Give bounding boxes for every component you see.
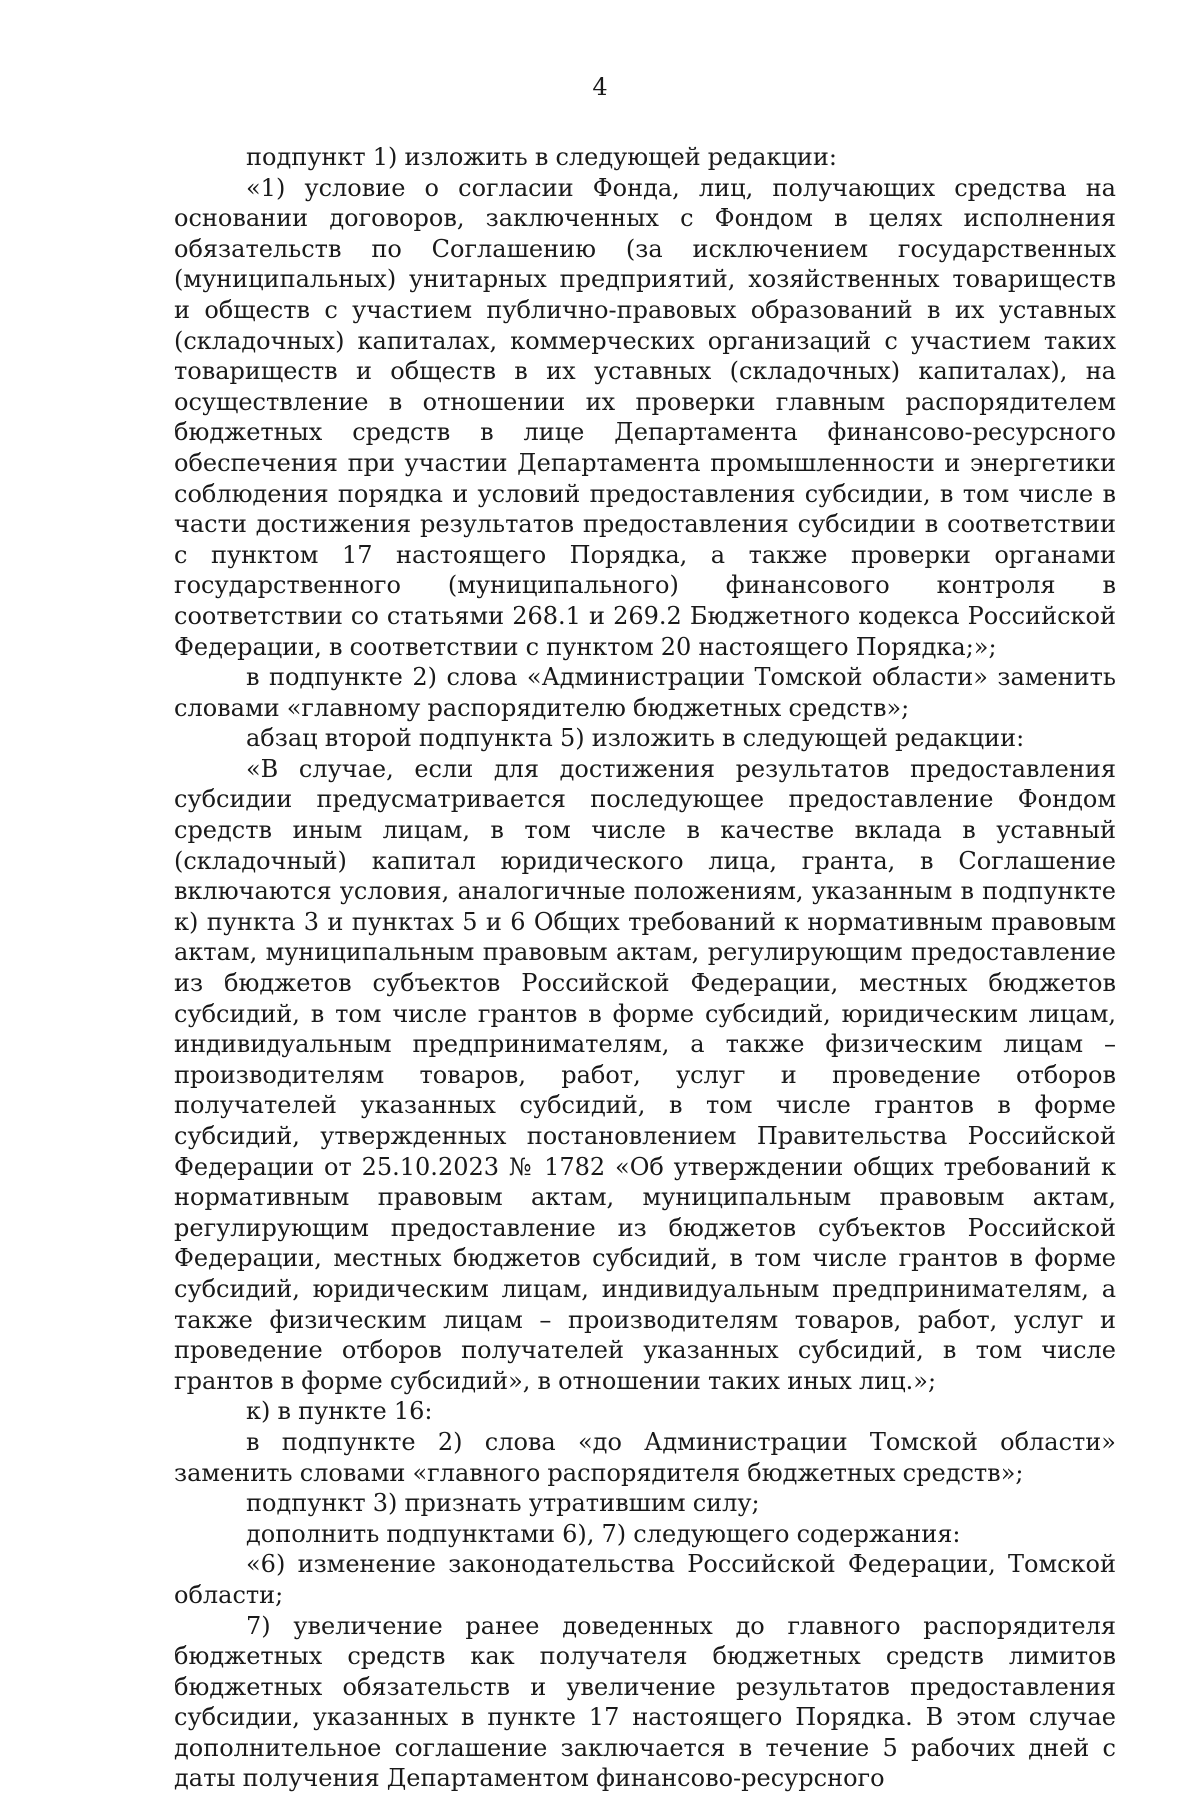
paragraph-item-16-subitem-3: подпункт 3) признать утратившим силу; (174, 1488, 1116, 1519)
paragraph-item-16-subitem-2: в подпункте 2) слова «до Администрации Томской области» заменить словами «главного распорядителя бюджетных средств»; (174, 1427, 1116, 1488)
paragraph-subitem-2: в подпункте 2) слова «Администрации Томской области» заменить словами «главному распорядителю бюджетных средств»; (174, 662, 1116, 723)
paragraph-subitem-5-intro: абзац второй подпункта 5) изложить в следующей редакции: (174, 723, 1116, 754)
document-body (174, 142, 1116, 1794)
paragraph-item-16: к) в пункте 16: (174, 1396, 1116, 1427)
paragraph-subitem-6: «6) изменение законодательства Российской Федерации, Томской области; (174, 1549, 1116, 1610)
page-number: 4 (0, 72, 1200, 102)
paragraph-subitem-1-text: «1) условие о согласии Фонда, лиц, получающих средства на основании договоров, заключенных с Фондом в целях исполнения обязательств по Соглашению (за исключением государственных (муниципальных) унитарных предприятий, хозяйственных товариществ и обществ с участием публично-правовых образований в их уставных (складочных) капиталах, коммерческих организаций с участием таких товариществ и обществ в их уставных (складочных) капиталах), на осуществление в отношении их проверки главным распорядителем бюджетных средств в лице Департамента финансово-ресурсного обеспечения при участии Департамента промышленности и энергетики соблюдения порядка и условий предоставления субсидии, в том числе в части достижения результатов предоставления субсидии в соответствии с пунктом 17 настоящего Порядка, а также проверки органами государственного (муниципального) финансового контроля в соответствии со статьями 268.1 и 269.2 Бюджетного кодекса Российской Федерации, в соответствии с пунктом 20 настоящего Порядка;»; (174, 173, 1116, 663)
paragraph-subitem-5-text: «В случае, если для достижения результатов предоставления субсидии предусматривается последующее предоставление Фондом средств иным лицам, в том числе в качестве вклада в уставный (складочный) капитал юридического лица, гранта, в Соглашение включаются условия, аналогичные положениям, указанным в подпункте к) пункта 3 и пунктах 5 и 6 Общих требований к нормативным правовым актам, муниципальным правовым актам, регулирующим предоставление из бюджетов субъектов Российской Федерации, местных бюджетов субсидий, в том числе грантов в форме субсидий, юридическим лицам, индивидуальным предпринимателям, а также физическим лицам – производителям товаров, работ, услуг и проведение отборов получателей указанных субсидий, в том числе грантов в форме субсидий, утвержденных постановлением Правительства Российской Федерации от 25.10.2023 № 1782 «Об утверждении общих требований к нормативным правовым актам, муниципальным правовым актам, регулирующим предоставление из бюджетов субъектов Российской Федерации, местных бюджетов субсидий, в том числе грантов в форме субсидий, юридическим лицам, индивидуальным предпринимателям, а также физическим лицам – производителям товаров, работ, услуг и проведение отборов получателей указанных субсидий, в том числе грантов в форме субсидий», в отношении таких иных лиц.»; (174, 754, 1116, 1396)
paragraph-add-subitems: дополнить подпунктами 6), 7) следующего содержания: (174, 1519, 1116, 1550)
paragraph-subitem-1-intro: подпункт 1) изложить в следующей редакции: (174, 142, 1116, 173)
paragraph-subitem-7: 7) увеличение ранее доведенных до главного распорядителя бюджетных средств как получателя бюджетных средств лимитов бюджетных обязательств и увеличение результатов предоставления субсидии, указанных в пункте 17 настоящего Порядка. В этом случае дополнительное соглашение заключается в течение 5 рабочих дней с даты получения Департаментом финансово-ресурсного (174, 1611, 1116, 1794)
